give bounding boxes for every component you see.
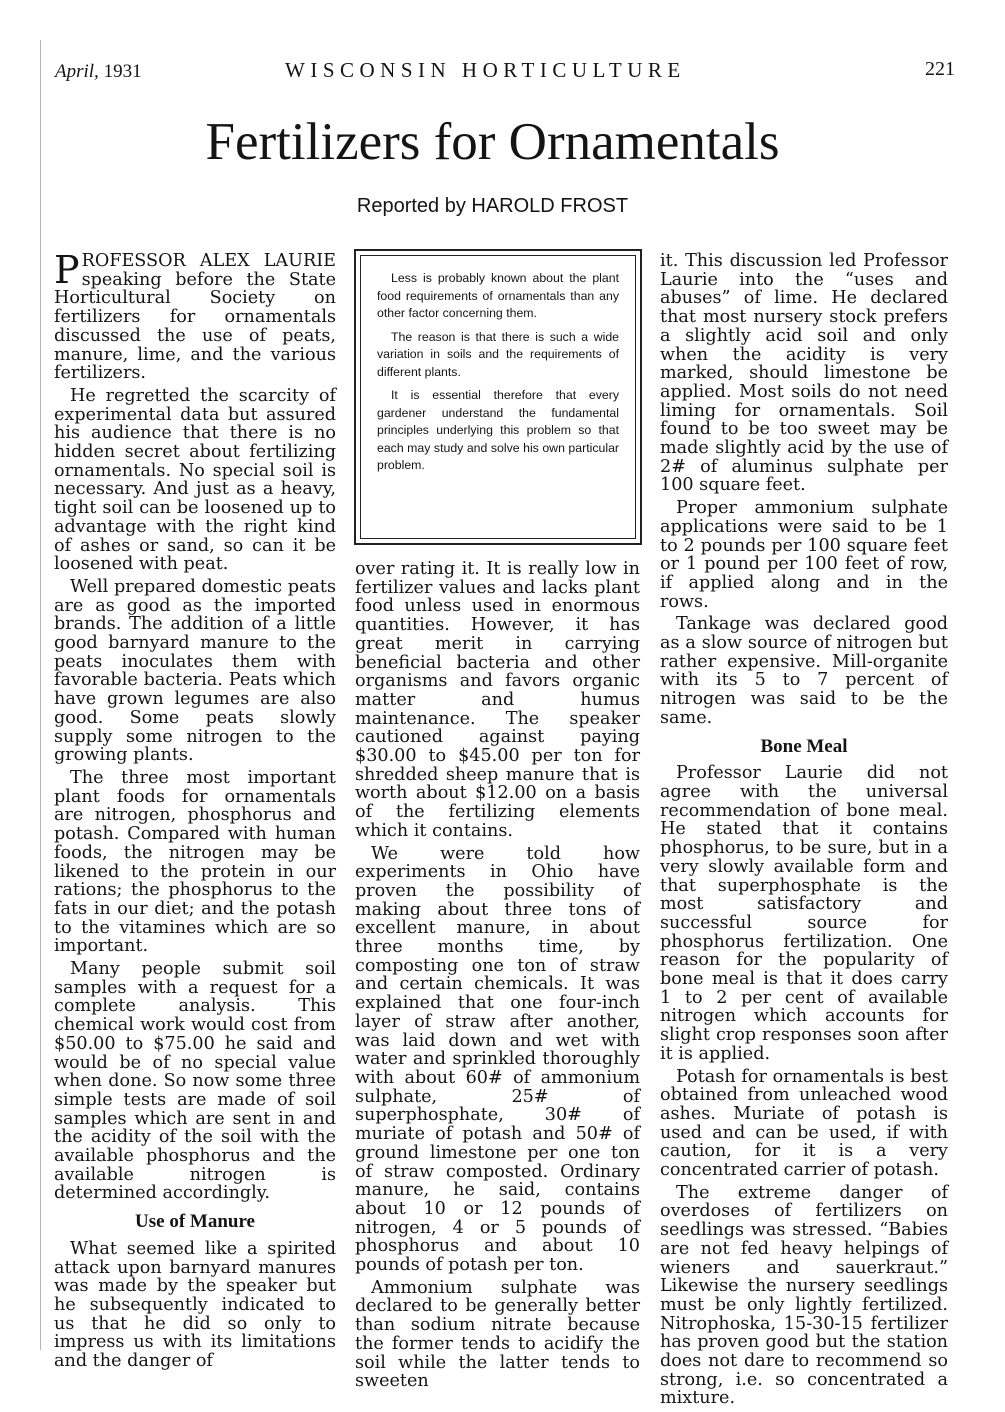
callout-box-inner [360,255,636,539]
paragraph: Potash for ornamentals is best obtained from unleached wood ashes. Muriate of potash is used and can be used, if with caution, for it is a very concentrated carrier of potash. [660,1066,948,1181]
running-header [55,58,955,88]
paragraph: We were told how experiments in Ohio have proven the possibility of making about three tons of excellent manure, in about three months time, by composting one ton of straw and certain chemicals. It was explained that one four-inch layer of straw after another, was laid down and wet with water and sprinkled thoroughly with about 60# of ammonium sulphate, 25# of superphosphate, 30# of muriate of potash and 50# of ground limestone per one ton of straw composted. Ordinary manure, he said, contains about 10 or 12 pounds of nitrogen, 4 or 5 pounds of phosphorus and about 10 pounds of potash per ton. [355,843,640,1276]
page-edge-rule [40,40,41,1350]
subheading-bone-meal: Bone Meal [760,735,848,757]
paragraph: over rating it. It is really low in fertilizer values and lacks plant food unless used in enormous quantities. However, it has great merit in carrying beneficial bacteria and other organisms and favors organic matter and humus maintenance. The speaker cautioned against paying $30.00 to $45.00 per ton for shredded sheep manure that is worth about $12.00 on a basis of the fertilizing elements which it contains. [355,559,640,841]
paragraph: Ammonium sulphate was declared to be generally better than sodium nitrate because the former tends to acidify the soil while the latter tends to sweeten [355,1277,640,1392]
paragraph: Many people submit soil samples with a request for a complete analysis. This chemical work would cost from $50.00 to $75.00 he said and would be of no special value when done. So now some three simple tests are made of soil samples which are sent in and the acidity of the soil with the available phosphorus and the available nitrogen is determined accordingly. [54,959,336,1204]
article-byline: Reported by HAROLD FROST [356,195,629,217]
paragraph: Proper ammonium sulphate applications were said to be 1 to 2 pounds per 100 square feet or 1 pound per 100 feet of row, if applied along and in the rows. [660,498,948,612]
callout-paragraph: It is essential therefore that every gardener understand the fundamental principles underlying this problem so that each may study and solve his own particular problem. [377,388,619,472]
subheading-use-of-manure: Use of Manure [135,1211,255,1233]
callout-paragraph: Less is probably known about the plant food requirements of ornamentals than any other factor concerning them. [377,271,619,320]
column-right [660,252,948,1412]
callout-box [354,249,642,545]
page-number: 221 [925,58,955,80]
paragraph: Tankage was declared good as a slow source of nitrogen but rather expensive. Mill-organite with its 5 to 7 percent of nitrogen was said to be the same. [660,614,948,728]
paragraph: The three most important plant foods for ornamentals are nitrogen, phosphorus and potash. Compared with human foods, the nitrogen may be likened to the protein in our rations; the phosphorus to the fats in our diet; and the potash to the vitamines which are so important. [54,767,336,957]
drop-cap: P [54,248,80,292]
issue-date: April, 1931 [55,61,142,82]
article-title: Fertilizers for Ornamentals [205,113,780,171]
paragraph: Well prepared domestic peats are as good as the imported brands. The addition of a little good barnyard manure to the peats inoculates them with favorable bacteria. Peats which have grown legumes are also good. Some peats slowly supply some nitrogen to the growing plants. [54,576,336,766]
paragraph: The extreme danger of overdoses of fertilizers on seedlings was stressed. “Babies are not fed heavy helpings of wieners and sauerkraut.” Likewise the nursery seedlings must be only lightly fertilized. Nitrophoska, 15-30-15 fertilizer has proven good but the station does not dare to recommend so strong, i.e. so concentrated a mixture. [660,1182,948,1409]
callout-paragraph: The reason is that there is such a wide variation in soils and the requirements of different plants. [377,329,619,379]
paragraph: PROFESSOR ALEX LAURIE speaking before the State Horticultural Society on fertilizers for ornamentals discussed the use of peats, manure, lime, and the various fertilizers. [54,248,336,384]
journal-name: WISCONSIN HORTICULTURE [285,58,686,82]
paragraph: What seemed like a spirited attack upon barnyard manures was made by the speaker but he subsequently indicated to us that he did so only to impress us with its limitations and the danger of [54,1238,336,1372]
paragraph: He regretted the scarcity of experimental data but assured his audience that there is no hidden secret about fertilizing ornamentals. No special soil is necessary. And just as a heavy, tight soil can be loosened up to advantage with the right kind of ashes or sand, so can it be loosened with peat. [54,385,336,575]
paragraph: Professor Laurie did not agree with the universal recommendation of bone meal. He stated that it contains phosphorus, to be sure, but in a very slowly available form and that superphosphate is the most satisfactory and successful source for phosphorus fertilization. One reason for the popularity of bone meal is that it does carry 1 to 2 per cent of available nitrogen which accounts for slight crop responses soon after it is applied. [660,763,948,1064]
paragraph: it. This discussion led Professor Laurie into the “uses and abuses” of lime. He declared that most nursery stock prefers a slightly acid soil and only when the acidity is very marked, should limestone be applied. Most soils do not need liming for ornamentals. Soil found to be too sweet may be made slightly acid by the use of 2# of aluminus sulphate per 100 square feet. [660,251,948,496]
column-left [54,248,336,1375]
column-middle [355,560,640,1395]
